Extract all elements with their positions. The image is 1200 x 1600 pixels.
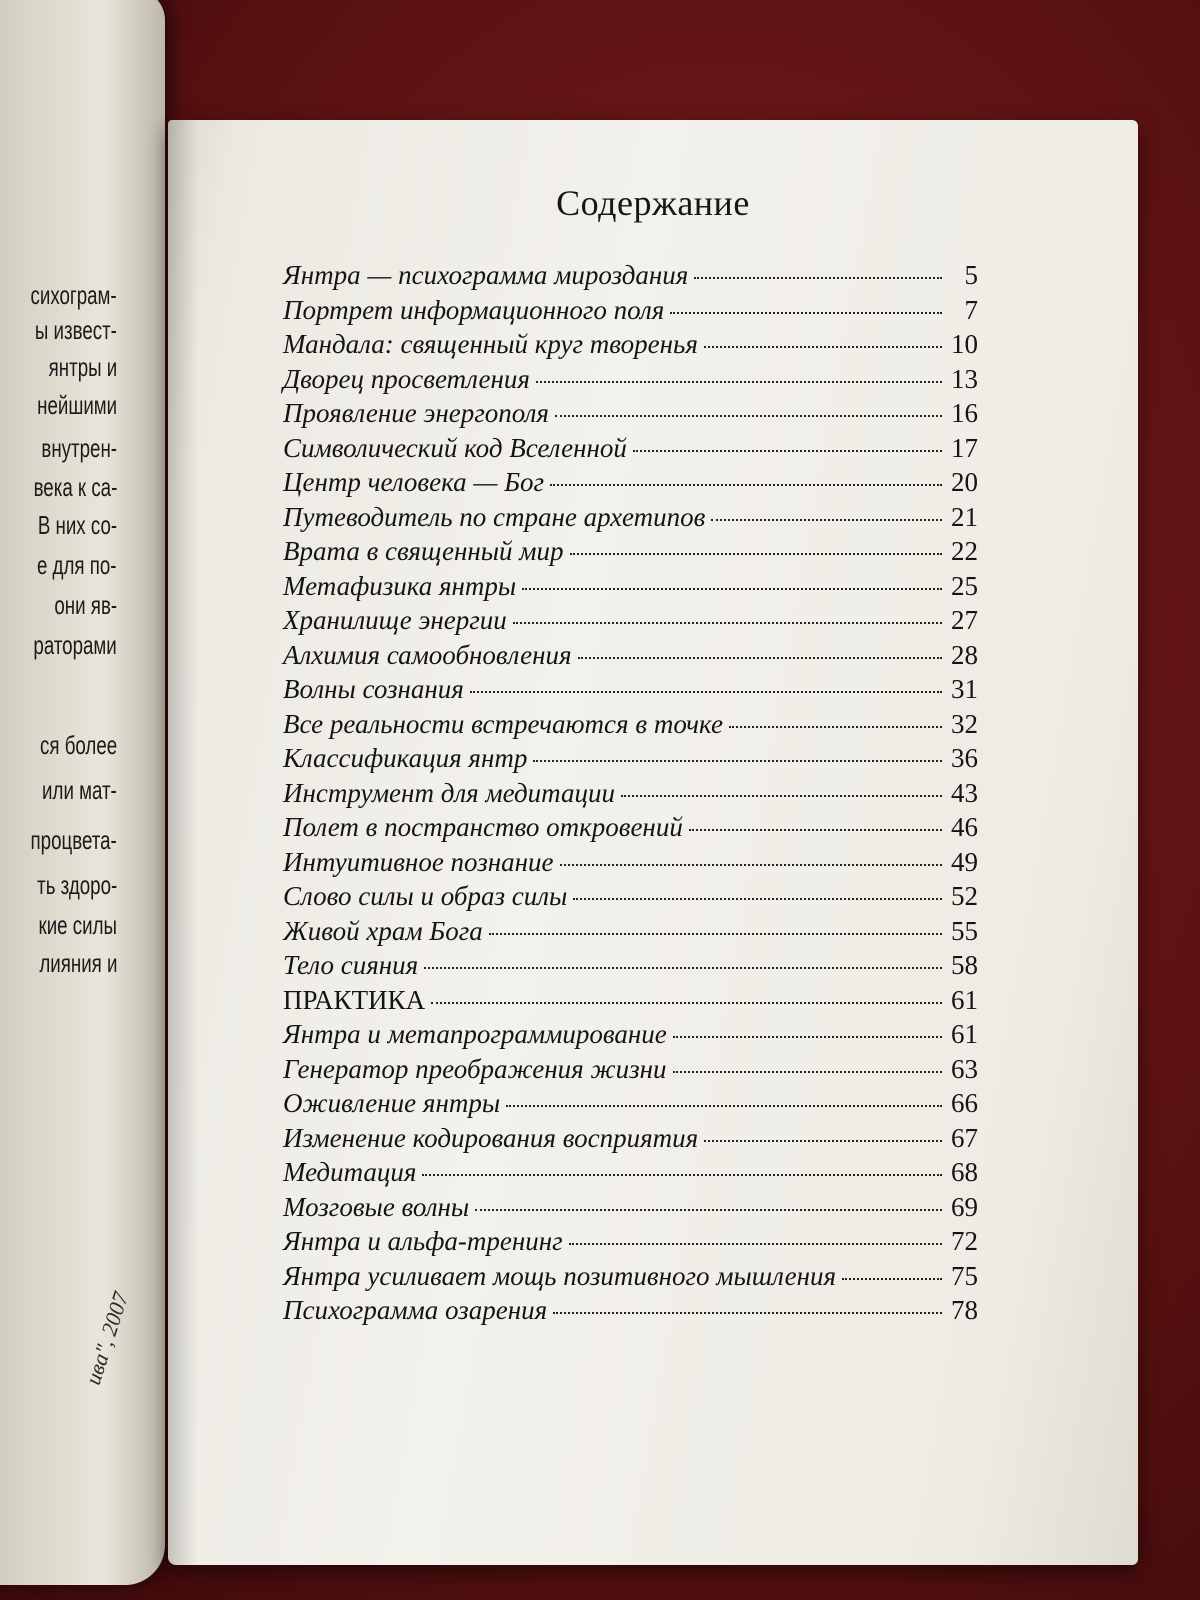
toc-entry-title: Янтра усиливает мощь позитивного мышления xyxy=(283,1260,837,1291)
page-gutter-shadow xyxy=(168,120,198,1565)
toc-entry-title: Изменение кодирования восприятия xyxy=(283,1122,699,1153)
toc-entry-title: Инструмент для медитации xyxy=(283,777,615,808)
toc-entry-title: Символический код Вселенной xyxy=(283,432,627,463)
toc-entry-title: Янтра и альфа-тренинг xyxy=(283,1226,563,1256)
toc-page-number: 68 xyxy=(951,1157,978,1187)
toc-entry xyxy=(283,881,978,916)
toc-entry xyxy=(283,916,978,951)
toc-entry-title: Все реальности встречаются в точке xyxy=(283,708,723,739)
toc-entry-title: Мандала: священный круг творенья xyxy=(283,329,698,359)
left-page-line: ть здоро- xyxy=(36,870,117,900)
dot-leader xyxy=(422,1174,942,1176)
toc-entry-title: Волны сознания xyxy=(283,674,464,704)
toc-entry xyxy=(283,1192,978,1227)
dot-leader xyxy=(553,1312,942,1314)
dot-leader xyxy=(513,622,942,624)
dot-leader xyxy=(573,898,942,900)
dot-leader xyxy=(506,1105,942,1107)
toc-entry-title: Генератор преображения жизни xyxy=(283,1053,667,1084)
dot-leader xyxy=(570,553,942,555)
toc-page-number: 66 xyxy=(951,1088,978,1118)
left-page-line: нейшими xyxy=(36,390,117,420)
toc-page-number: 5 xyxy=(964,260,978,290)
left-page-line: лияния и xyxy=(38,948,117,978)
toc-entry xyxy=(283,260,978,295)
toc-page-number: 28 xyxy=(951,639,978,670)
left-page-line: или мат- xyxy=(42,775,117,805)
toc-page-number: 17 xyxy=(951,432,978,463)
toc-page-number: 32 xyxy=(951,708,978,739)
toc-page-number: 63 xyxy=(951,1053,978,1084)
dot-leader xyxy=(578,657,942,659)
dot-leader xyxy=(560,864,942,866)
toc-entry xyxy=(283,467,978,502)
toc-page-number: 27 xyxy=(951,605,978,635)
left-page-line: е для по- xyxy=(37,550,117,580)
dot-leader xyxy=(694,277,942,279)
toc-page-number: 46 xyxy=(951,812,978,842)
toc-page-number: 75 xyxy=(951,1260,978,1291)
toc-entry-title: Мозговые волны xyxy=(283,1191,470,1222)
left-page-line: внутрен- xyxy=(41,433,117,463)
toc-entry-title: Слово силы и образ силы xyxy=(283,881,568,911)
toc-entry xyxy=(283,329,978,364)
dot-leader xyxy=(533,760,942,762)
page-title: Содержание xyxy=(556,183,750,223)
dot-leader xyxy=(704,1140,942,1142)
toc-entry-title: Янтра — психограмма мироздания xyxy=(283,260,689,290)
toc-entry-title: Классификация янтр xyxy=(283,743,528,773)
toc-entry-title: Проявление энергополя xyxy=(283,398,549,428)
toc-entry-title: Хранилище энергии xyxy=(283,605,507,635)
toc-page-number: 78 xyxy=(951,1295,978,1325)
left-page-line: кие силы xyxy=(38,910,117,940)
dot-leader xyxy=(522,588,942,590)
dot-leader xyxy=(621,795,942,797)
toc-entry xyxy=(283,295,978,330)
left-page-line: они яв- xyxy=(54,590,117,620)
toc-entry xyxy=(283,605,978,640)
toc-page-number: 55 xyxy=(951,915,978,946)
toc-entry xyxy=(283,1123,978,1158)
toc-entry-title: Дворец просветления xyxy=(283,363,530,394)
toc-entry xyxy=(283,1226,978,1261)
toc-entry xyxy=(283,502,978,537)
toc-entry-title: Метафизика янтры xyxy=(283,570,517,601)
toc-page-number: 69 xyxy=(951,1191,978,1222)
toc-entry xyxy=(283,812,978,847)
toc-section-heading xyxy=(283,985,978,1020)
toc-page-number: 10 xyxy=(951,329,978,359)
toc-entry xyxy=(283,1054,978,1089)
toc-entry xyxy=(283,1261,978,1296)
table-of-contents xyxy=(283,260,978,1330)
toc-entry xyxy=(283,1295,978,1330)
dot-leader xyxy=(550,484,942,486)
dot-leader xyxy=(711,519,942,521)
toc-page-number: 61 xyxy=(951,984,978,1015)
right-page xyxy=(168,120,1138,1565)
toc-entry-title: Живой храм Бога xyxy=(283,915,483,946)
toc-entry-title: Янтра и метапрограммирование xyxy=(283,1019,667,1049)
toc-entry xyxy=(283,674,978,709)
left-page-line: сихограм- xyxy=(30,280,117,310)
dot-leader xyxy=(470,691,942,693)
toc-entry-title: Путеводитель по стране архетипов xyxy=(283,501,706,532)
toc-entry xyxy=(283,536,978,571)
dot-leader xyxy=(555,415,942,417)
left-page-line: раторами xyxy=(33,630,117,660)
left-page-line: янтры и xyxy=(48,352,117,382)
toc-entry xyxy=(283,1088,978,1123)
dot-leader xyxy=(729,726,942,728)
toc-entry xyxy=(283,778,978,813)
dot-leader xyxy=(704,346,942,348)
left-page-line: процвета- xyxy=(30,825,117,855)
toc-entry-title: Полет в постранство откровений xyxy=(283,812,683,842)
dot-leader xyxy=(689,829,942,831)
dot-leader xyxy=(633,450,942,452)
toc-entry-title: Портрет информационного поля xyxy=(283,294,665,325)
toc-entry xyxy=(283,398,978,433)
toc-entry xyxy=(283,364,978,399)
toc-entry xyxy=(283,1019,978,1054)
left-page-line: В них со- xyxy=(37,510,117,540)
toc-entry-title: Алхимия самообновления xyxy=(283,639,572,670)
toc-page-number: 67 xyxy=(951,1122,978,1153)
toc-entry xyxy=(283,640,978,675)
dot-leader xyxy=(673,1071,943,1073)
toc-page-number: 21 xyxy=(951,501,978,532)
dot-leader xyxy=(536,381,942,383)
toc-entry-title: Врата в священный мир xyxy=(283,536,564,566)
toc-entry-title: Психограмма озарения xyxy=(283,1295,548,1325)
left-page xyxy=(0,0,165,1585)
toc-page-number: 61 xyxy=(951,1019,978,1049)
toc-entry-title: Медитация xyxy=(283,1157,417,1187)
dot-leader xyxy=(670,312,942,314)
left-page-line: ся более xyxy=(39,730,117,760)
toc-page-number: 43 xyxy=(951,777,978,808)
toc-entry xyxy=(283,1157,978,1192)
left-page-line: века к са- xyxy=(33,472,117,502)
dot-leader xyxy=(489,933,942,935)
toc-page-number: 13 xyxy=(951,363,978,394)
toc-entry xyxy=(283,571,978,606)
toc-page-number: 58 xyxy=(951,950,978,980)
toc-page-number: 36 xyxy=(951,743,978,773)
dot-leader xyxy=(431,1002,942,1004)
toc-page-number: 52 xyxy=(951,881,978,911)
toc-page-number: 7 xyxy=(964,294,978,325)
dot-leader xyxy=(673,1036,942,1038)
toc-page-number: 72 xyxy=(951,1226,978,1256)
toc-page-number: 25 xyxy=(951,570,978,601)
left-page-line: ы извест- xyxy=(34,315,117,345)
toc-page-number: 31 xyxy=(951,674,978,704)
left-page-footer: ива", 2007 xyxy=(80,1289,134,1388)
toc-entry xyxy=(283,433,978,468)
toc-page-number: 49 xyxy=(951,846,978,877)
toc-entry xyxy=(283,847,978,882)
toc-entry-title: ПРАКТИКА xyxy=(283,984,426,1015)
toc-page-number: 22 xyxy=(951,536,978,566)
toc-entry-title: Оживление янтры xyxy=(283,1088,501,1118)
toc-entry xyxy=(283,709,978,744)
toc-entry xyxy=(283,950,978,985)
toc-entry-title: Интуитивное познание xyxy=(283,846,554,877)
toc-entry-title: Тело сияния xyxy=(283,950,419,980)
dot-leader xyxy=(842,1278,942,1280)
toc-entry xyxy=(283,743,978,778)
toc-page-number: 20 xyxy=(951,467,978,497)
toc-entry-title: Центр человека — Бог xyxy=(283,467,545,497)
toc-page-number: 16 xyxy=(951,398,978,428)
dot-leader xyxy=(424,967,942,969)
dot-leader xyxy=(569,1243,942,1245)
dot-leader xyxy=(475,1209,942,1211)
